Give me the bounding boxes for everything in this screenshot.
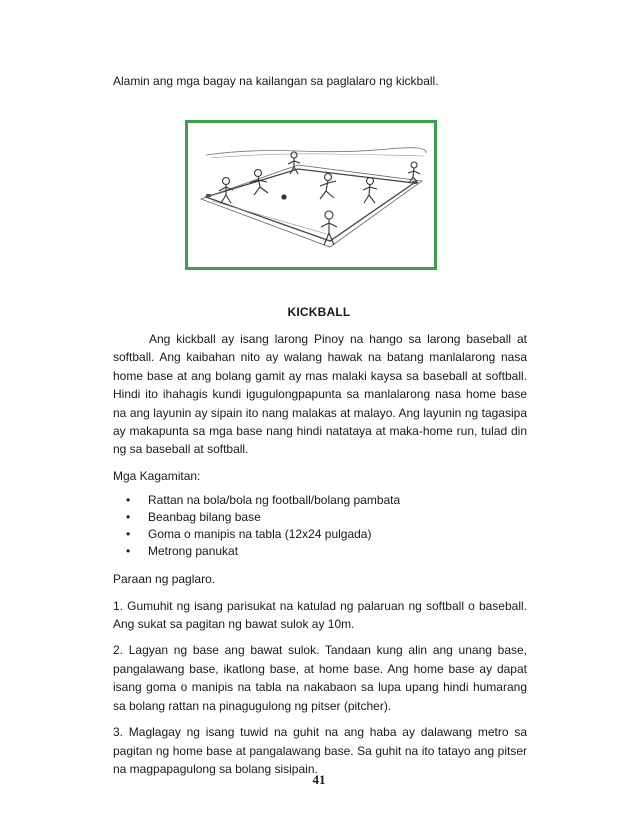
materials-heading: Mga Kagamitan: (113, 468, 201, 483)
list-item: • Metrong panukat (126, 544, 239, 559)
procedure-heading: Paraan ng paglaro. (113, 572, 216, 587)
kickball-illustration (185, 120, 437, 270)
intro-paragraph: Ang kickball ay isang larong Pinoy na hango sa larong baseball at softball. Ang kaibahan nito ay walang hawak na batang manlalarong nasa home base at ang bolang gamit ay mas malaki kaysa sa baseball at softball. Hindi ito ihahagis kundi igugulongpapunta sa manlalarong nasa home base na ang layunin ay sipain ito nang malakas at malayo. Ang layunin ng tagasipa ay makapunta sa mga base nang hindi natataya at maka-home run, tulad din ng sa baseball at softball. (113, 332, 527, 457)
section-title: KICKBALL (287, 305, 351, 319)
list-item: • Beanbag bilang base (126, 510, 261, 525)
list-item: • Rattan na bola/bola ng football/bolang pambata (126, 493, 401, 508)
kickball-field-sketch (188, 123, 434, 267)
materials-list (113, 492, 527, 560)
list-item: • Goma o manipis na tabla (12x24 pulgada) (126, 527, 372, 542)
step-1: 1. Gumuhit ng isang parisukat na katulad ng palaruan ng softball o baseball. Ang sukat sa pagitan ng bawat sulok ay 10m. (113, 598, 527, 632)
body-text (113, 330, 527, 778)
page-number: 41 (312, 772, 326, 787)
step-2: 2. Lagyan ng base ang bawat sulok. Tandaan kung alin ang unang base, pangalawang base, ikatlong base, at home base. Ang home base ay dapat isang goma o manipis na tabla na nakabaon sa lupa upang hindi humarang sa bolang rattan na pinagugulong ng pitser (pitcher). (113, 643, 527, 713)
step-3: 3. Maglagay ng isang tuwid na guhit na ang haba ay dalawang metro sa pagitan ng home base at pangalawang base. Sa guhit na ito tatayo ang pitser na magpapagulong sa bolang sisipain. (113, 725, 527, 776)
intro-text: Alamin ang mga bagay na kailangan sa paglalaro ng kickball. (113, 74, 439, 88)
